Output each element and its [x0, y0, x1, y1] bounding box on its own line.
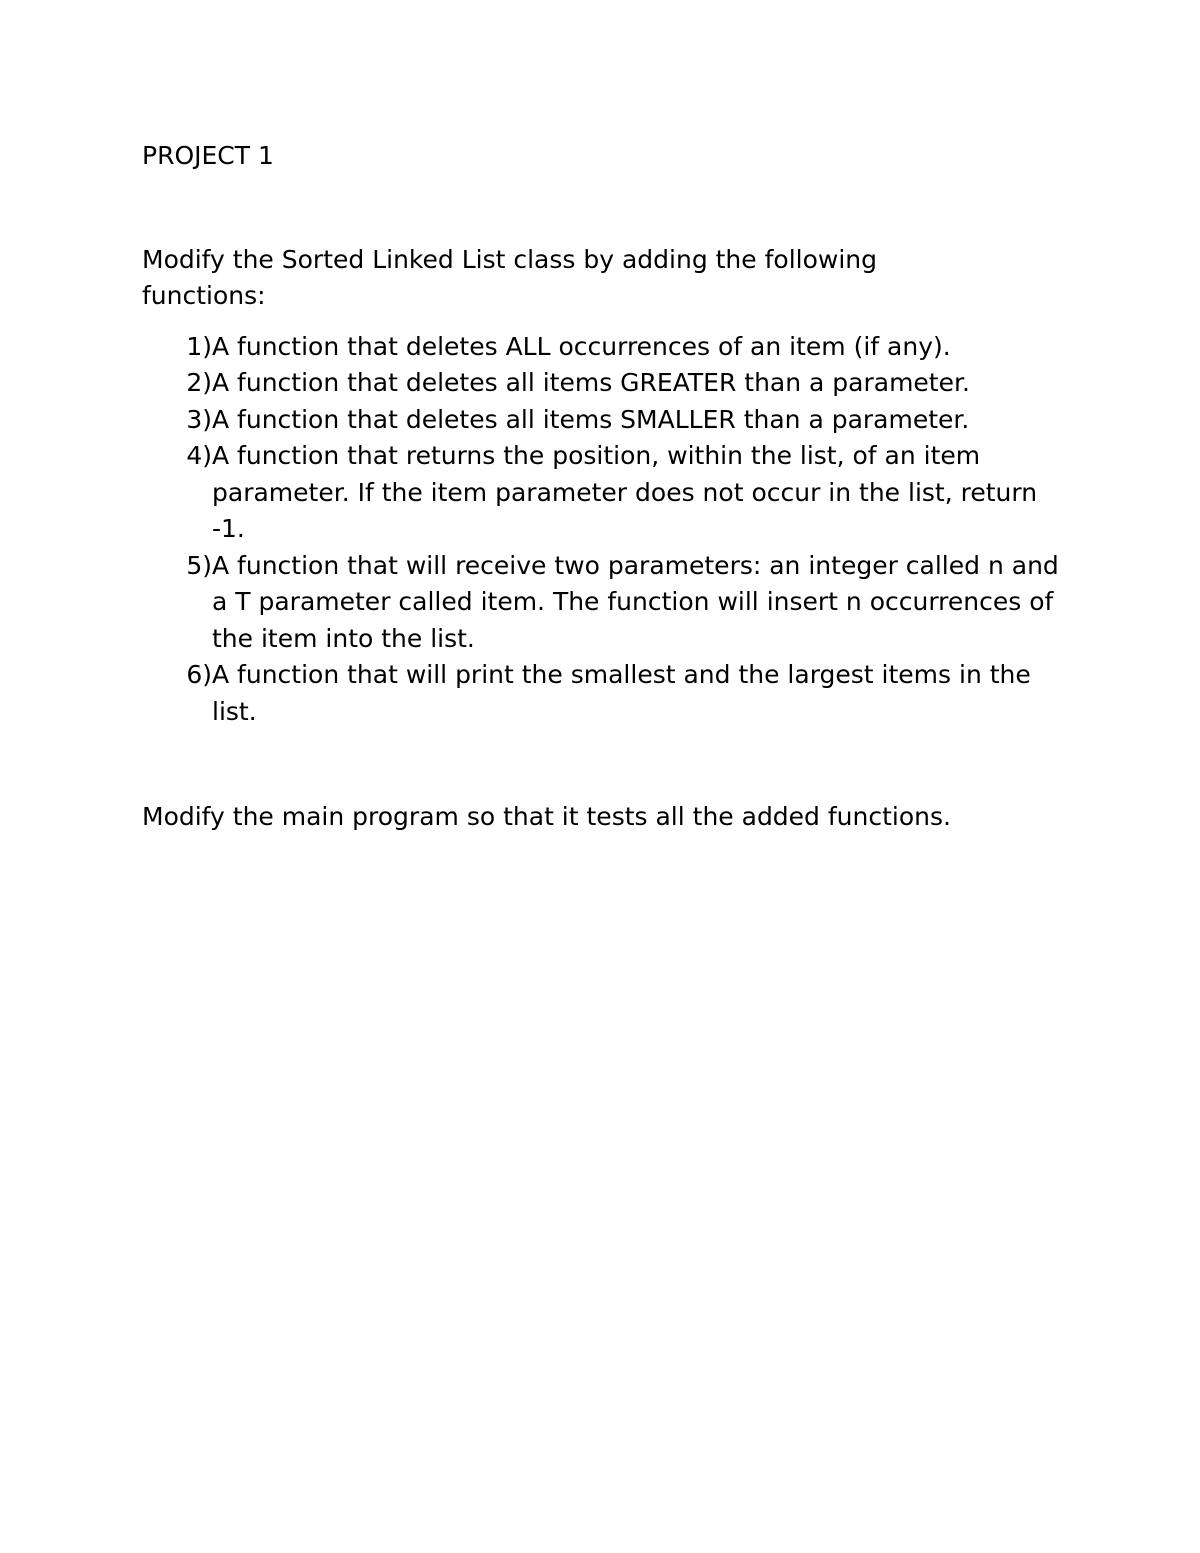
list-item-text: A function that deletes all items SMALLER than a parameter. — [212, 404, 970, 434]
list-item — [142, 329, 1072, 366]
intro-paragraph: Modify the Sorted Linked List class by adding the following functions: — [142, 244, 877, 310]
list-item-text: A function that deletes ALL occurrences of an item (if any). — [212, 331, 951, 361]
list-item-number: 5) — [186, 550, 212, 580]
list-item — [142, 548, 1072, 658]
page-title: PROJECT 1 — [142, 141, 274, 170]
requirements-list — [142, 329, 1072, 731]
list-item-number: 2) — [186, 368, 212, 397]
list-item — [142, 438, 1072, 548]
list-item-text: A function that will receive two parameters: an integer called n and a T parameter called item. The function will insert n occurrences of the item into the list. — [212, 550, 1059, 653]
list-item-text: A function that will print the smallest and the largest items in the list. — [212, 660, 1031, 726]
document-content — [142, 138, 1072, 836]
list-item-number: 3) — [186, 404, 212, 434]
list-item-number: 6) — [186, 660, 212, 689]
list-item-text: A function that returns the position, within the list, of an item parameter. If the item parameter does not occur in the list, return -1. — [212, 441, 1038, 543]
list-item — [142, 365, 1072, 402]
list-item-number: 4) — [186, 441, 212, 470]
list-item-number: 1) — [186, 331, 212, 361]
list-item — [142, 402, 1072, 439]
closing-paragraph: Modify the main program so that it tests all the added functions. — [142, 802, 951, 831]
list-item-text: A function that deletes all items GREATER than a parameter. — [212, 368, 970, 397]
list-item — [142, 657, 1072, 730]
